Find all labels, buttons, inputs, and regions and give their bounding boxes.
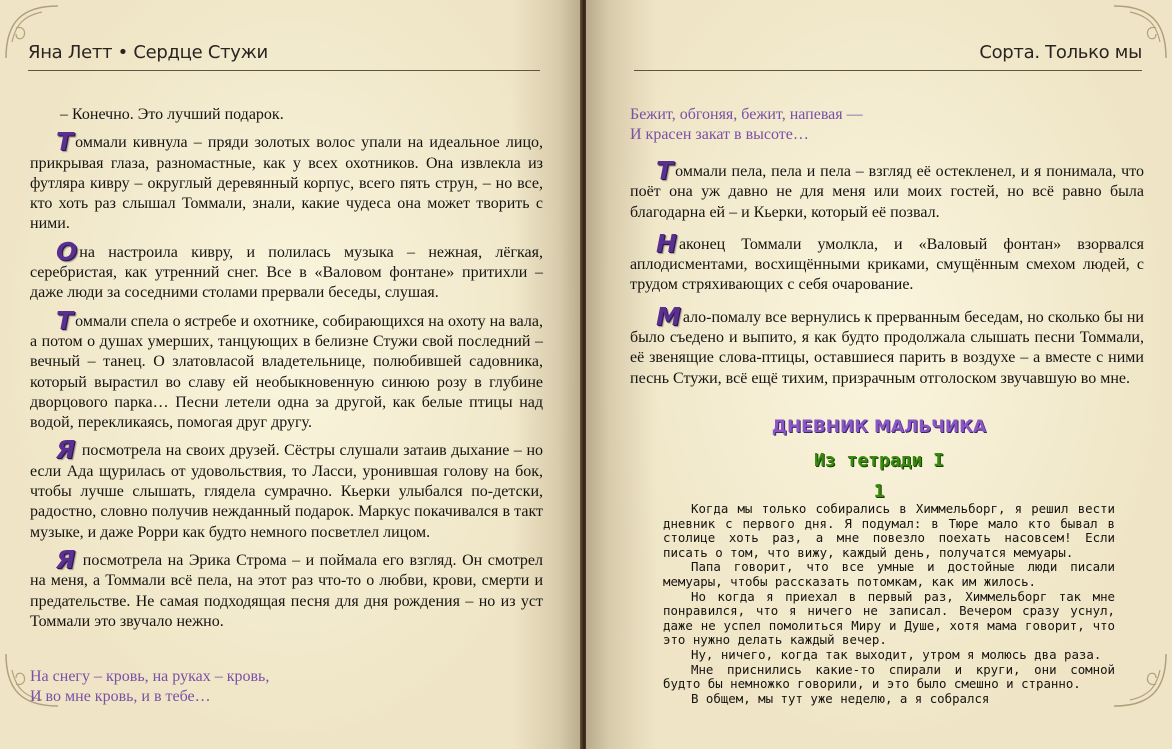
paragraph xyxy=(630,156,1144,223)
header-divider xyxy=(634,70,1142,71)
left-page-body xyxy=(30,105,543,632)
entry-number: 1 xyxy=(873,481,885,502)
paragraph xyxy=(30,544,543,632)
paragraph-text: аконец Томмали умолкла, и «Валовый фонтан» взорвался аплодисментами, восхищёнными криками, смущённым смехом людей, с трудом стряхивающих с себя очарование. xyxy=(630,235,1144,294)
diary-title: ДНЕВНИК МАЛЬЧИКА xyxy=(771,417,987,437)
right-page-body xyxy=(630,156,1144,389)
diary-paragraph: Ну, ничего, когда так выходит, утром я молюсь два раза. xyxy=(691,646,1102,662)
left-page xyxy=(0,0,582,749)
drop-cap: Н xyxy=(656,228,677,258)
diary-paragraph: Но когда я приехал в первый раз, Химмельборг так мне понравился, что я ничего не записал. Вечером сразу уснул, даже не успел помолиться Миру и Душе, хотя мама говорит, что это нужно делать каждый вечер. xyxy=(663,588,1115,648)
notebook-title: Из тетради I xyxy=(813,450,945,471)
drop-cap: М xyxy=(656,301,681,331)
diary-paragraph: Мне приснились какие-то спирали и круги, они сомной будто бы немножко говорили, и это было смешно и странно. xyxy=(663,661,1115,692)
paragraph-text: посмотрела на своих друзей. Сёстры слушали затаив дыхание – но если Ада щурилась от удовольствия, то Ласси, уронившая голову на бок, чтобы лучше слышать, глядела сумрачно. Кьерки улыбался по-детски, радостно, словно получив нежданный подарок. Маркус покачивался в такт музыке, и даже Рорри как будто немного посветлел лицом. xyxy=(30,442,543,541)
drop-cap: Т xyxy=(56,127,74,157)
drop-cap: Т xyxy=(56,305,74,335)
paragraph-text: посмотрела на Эрика Строма – и поймала его взгляд. Он смотрел на меня, а Томмали всё пела, на этот раз что-то о любви, крови, смерти и предательстве. Не самая подходящая песня для дня рождения – но из уст Томмали это звучало нежно. xyxy=(30,551,543,630)
paragraph-text: оммали кивнула – пряди золотых волос упали на идеальное лицо, прикрывая глаза, разномастные, как у всех охотников. Она извлекла из футляра кивру – округлый деревянный корпус, всего пять струн, – но все, кто хоть раз слышал Томмали, знали, какие чудеса она может творить с ними. xyxy=(30,134,543,233)
paragraph xyxy=(630,228,1144,296)
paragraph-text: на настроила кивру, и полилась музыка – нежная, лёгкая, серебристая, как утренний снег. Все в «Валовом фонтане» притихли – даже люди за соседними столами прервали беседы, слушая. xyxy=(30,243,543,302)
diary-paragraph: Папа говорит, что все умные и достойные люди писали мемуары, чтобы рассказать потомкам, как им жилось. xyxy=(663,559,1115,589)
paragraph-text: оммали спела о ястребе и охотнике, собирающихся на охоту на вала, а потом о душах умерших, танцующих в белизне Стужи свой последний – вечный – танец. О златовласой владетельнице, полюбившей садовника, который вырастил во славу ей необыкновенную синюю розу в глубине дворцового парка… Песни летели одна за другой, как белые птицы над водой, перекликаясь, помогая друг другу. xyxy=(30,312,543,432)
verse-right xyxy=(630,105,1030,145)
paragraph xyxy=(30,305,543,434)
header-divider xyxy=(28,70,540,71)
verse-line: И во мне кровь, и в тебе… xyxy=(30,688,211,705)
paragraph xyxy=(30,236,543,304)
book-header-right: Сорта. Только мы xyxy=(979,42,1142,63)
paragraph xyxy=(30,435,543,542)
corner-ornament-icon xyxy=(1110,650,1170,710)
verse-line: И красен закат в высоте… xyxy=(630,126,809,143)
diary-paragraph: Когда мы только собирались в Химмельборг, я решил вести дневник с первого дня. Я подумал: в Тюре мало кто бывал в столице хоть раз, а мне повезло поехать насовсем! Если писать о том, что вижу, каждый день, получатся мемуары. xyxy=(663,501,1115,560)
diary-entry-body xyxy=(663,502,1115,706)
verse-line: На снегу – кровь, на руках – кровь, xyxy=(30,668,270,685)
verse-line: Бежит, обгоняя, бежит, напевая — xyxy=(630,106,863,123)
paragraph-text: ало-помалу все вернулись к прерванным беседам, но сколько бы ни было съедено и выпито, я как будто продолжала слышать песни Томмали, её звенящие слова-птицы, оставшиеся парить в воздухе – а вместе с ними песнь Стужи, всё ещё тихим, призрачным отголоском звучавшую во мне. xyxy=(630,308,1144,387)
drop-cap: Я xyxy=(56,435,76,465)
verse-left xyxy=(30,667,430,707)
paragraph xyxy=(630,301,1144,389)
drop-cap: О xyxy=(56,236,78,266)
drop-cap: Я xyxy=(56,544,76,574)
paragraph-text: оммали пела, пела и пела – взгляд её остекленел, и я понимала, что поёт она уж давно не для меня или моих гостей, но всё равно была благодарна ей – и Кьерки, который её позвал. xyxy=(630,163,1144,221)
paragraph xyxy=(30,127,543,234)
book-header-left: Яна Летт • Сердце Стужи xyxy=(28,42,268,63)
diary-paragraph: В общем, мы тут уже неделю, а я собрался xyxy=(691,690,990,706)
drop-cap: Т xyxy=(656,156,674,185)
dialogue-line: – Конечно. Это лучший подарок. xyxy=(60,106,284,123)
